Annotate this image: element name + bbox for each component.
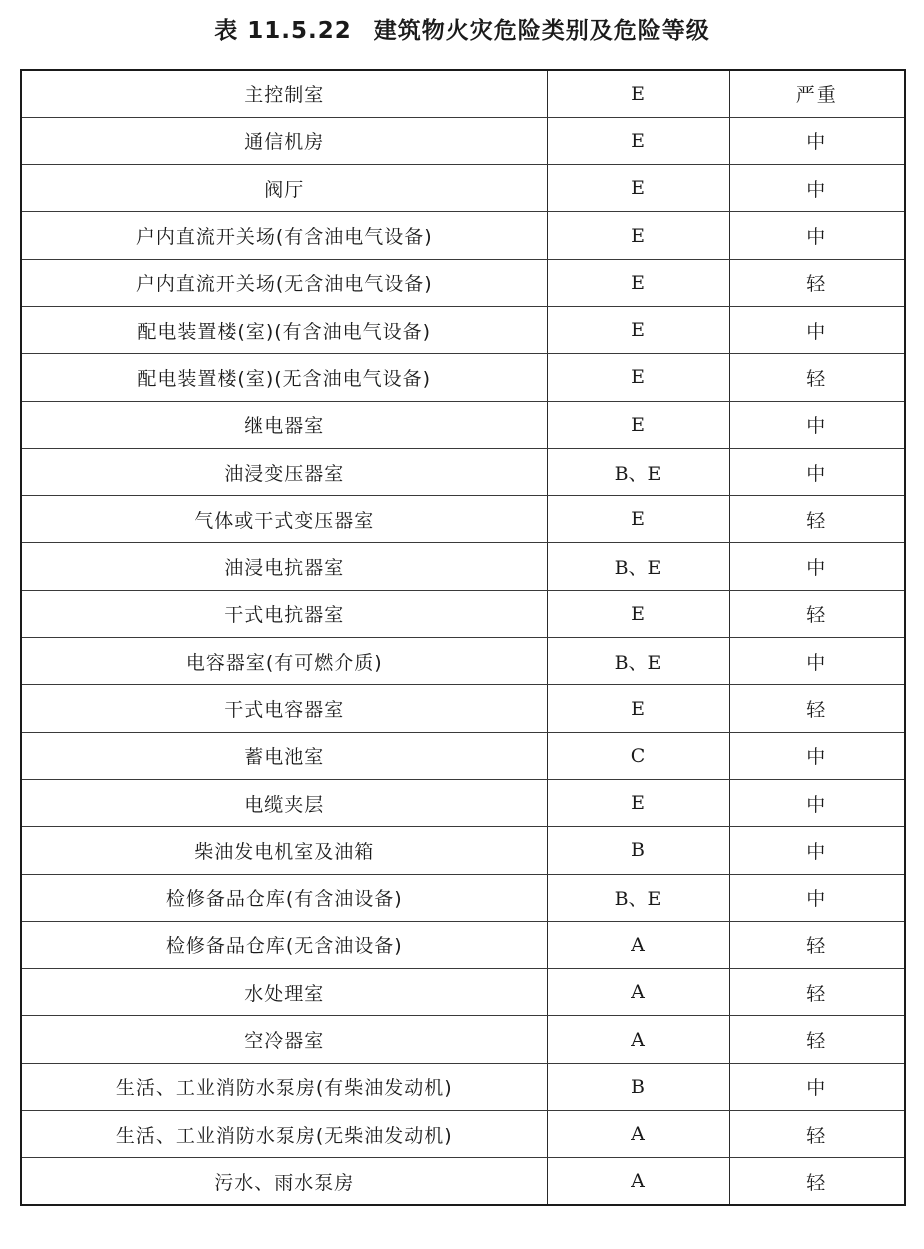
building-name-cell: 生活、工业消防水泵房(无柴油发动机): [21, 1111, 547, 1158]
building-name-cell: 污水、雨水泵房: [21, 1158, 547, 1205]
table-row: [21, 496, 905, 543]
table-number: 表 11.5.22: [214, 18, 352, 44]
table-row: [21, 354, 905, 401]
building-name-cell: 户内直流开关场(有含油电气设备): [21, 212, 547, 259]
building-name-cell: 干式电抗器室: [21, 590, 547, 637]
building-name-cell: 蓄电池室: [21, 732, 547, 779]
table-row: [21, 1111, 905, 1158]
table-row: [21, 732, 905, 779]
hazard-category-cell: C: [547, 732, 729, 779]
hazard-level-cell: 中: [729, 779, 905, 826]
hazard-level-cell: 轻: [729, 969, 905, 1016]
hazard-level-cell: 轻: [729, 1158, 905, 1205]
building-name-cell: 电容器室(有可燃介质): [21, 638, 547, 685]
building-name-cell: 干式电容器室: [21, 685, 547, 732]
hazard-category-cell: B、E: [547, 448, 729, 495]
hazard-level-cell: 中: [729, 212, 905, 259]
table-row: [21, 306, 905, 353]
table-row: [21, 827, 905, 874]
table-row: [21, 165, 905, 212]
building-name-cell: 水处理室: [21, 969, 547, 1016]
table-container: [20, 69, 904, 1206]
hazard-level-cell: 中: [729, 117, 905, 164]
hazard-level-cell: 中: [729, 638, 905, 685]
hazard-level-cell: 轻: [729, 1111, 905, 1158]
building-name-cell: 生活、工业消防水泵房(有柴油发动机): [21, 1063, 547, 1110]
table-row: [21, 921, 905, 968]
building-name-cell: 电缆夹层: [21, 779, 547, 826]
building-name-cell: 配电装置楼(室)(有含油电气设备): [21, 306, 547, 353]
hazard-category-cell: E: [547, 685, 729, 732]
table-row: [21, 259, 905, 306]
hazard-level-cell: 中: [729, 165, 905, 212]
building-name-cell: 阀厅: [21, 165, 547, 212]
hazard-level-cell: 中: [729, 448, 905, 495]
hazard-category-cell: A: [547, 1111, 729, 1158]
hazard-category-cell: E: [547, 496, 729, 543]
hazard-level-cell: 严重: [729, 70, 905, 117]
building-name-cell: 空冷器室: [21, 1016, 547, 1063]
hazard-category-cell: E: [547, 306, 729, 353]
hazard-level-cell: 轻: [729, 921, 905, 968]
hazard-category-cell: E: [547, 212, 729, 259]
table-row: [21, 590, 905, 637]
hazard-level-cell: 轻: [729, 590, 905, 637]
building-name-cell: 检修备品仓库(无含油设备): [21, 921, 547, 968]
building-name-cell: 油浸电抗器室: [21, 543, 547, 590]
hazard-category-cell: E: [547, 165, 729, 212]
building-name-cell: 配电装置楼(室)(无含油电气设备): [21, 354, 547, 401]
building-name-cell: 继电器室: [21, 401, 547, 448]
hazard-category-cell: E: [547, 590, 729, 637]
hazard-level-cell: 轻: [729, 259, 905, 306]
table-body: [21, 70, 905, 1205]
building-name-cell: 户内直流开关场(无含油电气设备): [21, 259, 547, 306]
hazard-category-cell: B: [547, 827, 729, 874]
table-row: [21, 1016, 905, 1063]
fire-hazard-table: [20, 69, 906, 1206]
table-row: [21, 685, 905, 732]
hazard-category-cell: E: [547, 117, 729, 164]
hazard-level-cell: 轻: [729, 1016, 905, 1063]
building-name-cell: 气体或干式变压器室: [21, 496, 547, 543]
building-name-cell: 通信机房: [21, 117, 547, 164]
hazard-category-cell: B、E: [547, 543, 729, 590]
table-row: [21, 638, 905, 685]
hazard-category-cell: A: [547, 1158, 729, 1205]
table-row: [21, 969, 905, 1016]
building-name-cell: 油浸变压器室: [21, 448, 547, 495]
table-row: [21, 448, 905, 495]
page-title: [0, 14, 924, 48]
table-row: [21, 70, 905, 117]
hazard-category-cell: A: [547, 1016, 729, 1063]
hazard-category-cell: E: [547, 354, 729, 401]
hazard-category-cell: E: [547, 779, 729, 826]
hazard-category-cell: B: [547, 1063, 729, 1110]
hazard-category-cell: A: [547, 969, 729, 1016]
hazard-category-cell: B、E: [547, 638, 729, 685]
table-caption: 建筑物火灾危险类别及危险等级: [373, 18, 710, 44]
building-name-cell: 检修备品仓库(有含油设备): [21, 874, 547, 921]
hazard-level-cell: 轻: [729, 354, 905, 401]
hazard-level-cell: 中: [729, 1063, 905, 1110]
table-row: [21, 401, 905, 448]
hazard-level-cell: 中: [729, 874, 905, 921]
hazard-category-cell: E: [547, 259, 729, 306]
hazard-level-cell: 轻: [729, 496, 905, 543]
building-name-cell: 柴油发电机室及油箱: [21, 827, 547, 874]
table-row: [21, 1158, 905, 1205]
hazard-level-cell: 中: [729, 827, 905, 874]
table-row: [21, 212, 905, 259]
table-row: [21, 117, 905, 164]
table-row: [21, 779, 905, 826]
building-name-cell: 主控制室: [21, 70, 547, 117]
hazard-level-cell: 中: [729, 401, 905, 448]
table-row: [21, 543, 905, 590]
table-row: [21, 1063, 905, 1110]
hazard-level-cell: 轻: [729, 685, 905, 732]
hazard-category-cell: A: [547, 921, 729, 968]
hazard-level-cell: 中: [729, 543, 905, 590]
hazard-category-cell: B、E: [547, 874, 729, 921]
hazard-category-cell: E: [547, 401, 729, 448]
hazard-category-cell: E: [547, 70, 729, 117]
hazard-level-cell: 中: [729, 732, 905, 779]
table-row: [21, 874, 905, 921]
hazard-level-cell: 中: [729, 306, 905, 353]
